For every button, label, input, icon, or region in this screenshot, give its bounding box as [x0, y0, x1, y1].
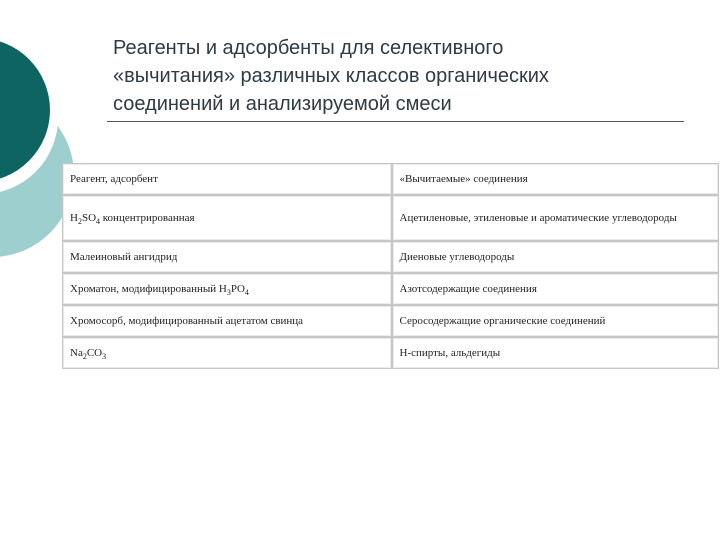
reagent-cell: $Na_2CO_3$ — [62, 337, 392, 369]
table-header-row — [62, 163, 719, 195]
table-row — [62, 337, 719, 369]
reagents-table — [62, 163, 719, 369]
table-row — [62, 195, 719, 241]
title-line-1: Реагенты и адсорбенты для селективного — [113, 37, 504, 59]
title-line-3: соединений и анализируемой смеси — [113, 93, 452, 115]
slide-title — [113, 34, 693, 118]
title-line-2: «вычитания» различных классов органических — [113, 65, 549, 87]
reagent-cell: Хроматон, модифицированный $H_3PO_4$ — [62, 273, 392, 305]
reagent-cell: $H_2SO_4$ концентрированная — [62, 195, 392, 241]
reagent-cell: Малеиновый ангидрид — [62, 241, 392, 273]
compounds-cell: Н-спирты, альдегиды — [392, 337, 720, 369]
header-cell-compounds: «Вычитаемые» соединения — [392, 163, 720, 195]
reagent-cell: Хромосорб, модифицированный ацетатом свинца — [62, 305, 392, 337]
title-underline — [107, 121, 684, 122]
header-cell-reagent: Реагент, адсорбент — [62, 163, 392, 195]
table-row — [62, 273, 719, 305]
table-row — [62, 241, 719, 273]
compounds-cell: Азотсодержащие соединения — [392, 273, 720, 305]
compounds-cell: Диеновые углеводороды — [392, 241, 720, 273]
compounds-cell: Серосодержащие органические соединений — [392, 305, 720, 337]
compounds-cell: Ацетиленовые, этиленовые и ароматические углеводороды — [392, 195, 720, 241]
table-row — [62, 305, 719, 337]
